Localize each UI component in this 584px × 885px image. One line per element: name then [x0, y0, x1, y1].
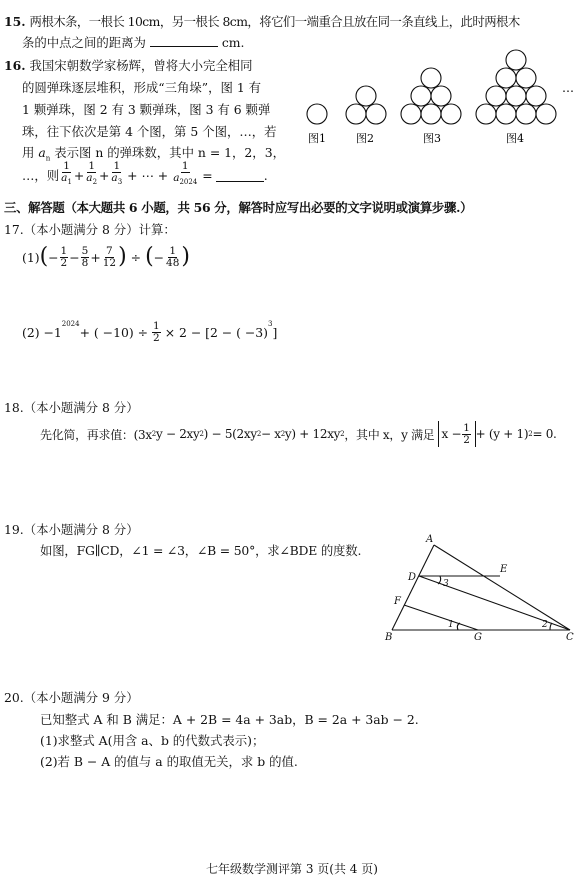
q20-header: 20.（本小题满分 9 分） — [4, 690, 139, 705]
right-paren: ) — [118, 244, 127, 269]
absolute-value — [438, 421, 476, 447]
marble — [307, 104, 327, 124]
q20-line1: 已知整式 A 和 B 满足：A + 2B = 4a + 3ab，B = 2a + 3ab − 2. — [40, 712, 419, 727]
plus-sign: + — [99, 167, 110, 183]
fraction: $\frac{1}{a_1}$ — [61, 160, 72, 187]
q16-text: 表示图 n 的弹珠数，其中 n = 1，2，3， — [54, 145, 285, 160]
point-label-C: C — [566, 632, 574, 643]
minus-sign: − — [69, 249, 80, 265]
exponent: 2 — [256, 430, 261, 438]
expr-text: ] — [272, 324, 278, 340]
q16-sub-n: n — [45, 154, 51, 163]
expr-text: − x — [260, 427, 281, 441]
segment-AB — [392, 545, 434, 630]
plus-sign: + — [73, 167, 85, 183]
q16-text-line: 珠，往下依次是第 4 个图，第 5 个图，…，若 — [22, 124, 277, 139]
left-paren: ( — [39, 244, 49, 269]
fraction: $\frac{1}{2}$ — [60, 244, 68, 269]
marble — [366, 104, 386, 124]
segment-FG — [404, 605, 478, 630]
figure-label: 图3 — [423, 132, 441, 145]
angle-label-3: 3 — [443, 579, 449, 589]
expr-text: = 0. — [532, 427, 557, 441]
fraction: $\frac{1}{a_2}$ — [86, 160, 98, 187]
q16-text-line: 的圆弹珠逐层堆积，形成“三角垛”，图 1 有 — [22, 80, 262, 95]
point-label-A: A — [426, 534, 434, 545]
minus-sign: − — [153, 249, 165, 265]
marble — [496, 104, 516, 124]
exponent: 2 — [340, 430, 345, 438]
exponent: 2 — [280, 430, 285, 438]
part-label: (1) — [22, 249, 40, 265]
q19-header: 19.（本小题满分 8 分） — [4, 522, 139, 537]
angle-arc-2 — [550, 623, 552, 630]
point-label-G: G — [474, 632, 482, 643]
q16-var-a: a — [38, 145, 46, 160]
marble — [346, 104, 366, 124]
exponent: 3 — [268, 320, 273, 328]
q16-number: 16. — [4, 58, 26, 73]
figure-label: 图1 — [308, 132, 326, 145]
q16-text-line: 1 颗弹珠，图 2 有 3 颗弹珠，图 3 有 6 颗弹 — [22, 102, 271, 117]
q19-text: 如图，FG∥CD，∠1 = ∠3，∠B = 50°，求∠BDE 的度数. — [40, 543, 362, 558]
marble — [421, 68, 441, 88]
ellipsis-plus: + ⋯ + — [127, 167, 169, 183]
q15-number: 15. — [4, 14, 26, 29]
figure-label: 图2 — [356, 132, 374, 145]
page-footer: 七年级数学测评第 3 页(共 4 页) — [206, 862, 378, 876]
segment-AC — [434, 545, 570, 630]
q18-expression — [40, 417, 557, 451]
q15-text-line1: 两根木条，一根长 10cm，另一根长 8cm，将它们一端重合且放在同一条直线上，此时两根木 — [29, 14, 520, 29]
point-label-D: D — [408, 572, 417, 583]
divide-sign: ÷ — [130, 249, 142, 265]
minus-sign: − — [48, 249, 59, 265]
figure-ellipsis: … — [562, 81, 574, 95]
marble — [506, 50, 526, 70]
figure-label: 图4 — [506, 132, 524, 145]
section-3-heading: 三、解答题（本大题共 6 小题，共 56 分，解答时应写出必要的文字说明或演算步骤.） — [4, 200, 473, 215]
expr-text: (2) −1 — [22, 324, 62, 340]
marble — [536, 104, 556, 124]
marble — [506, 86, 526, 106]
point-label-B: B — [385, 632, 393, 643]
q16-text-line: 我国宋朝数学家杨辉，曾将大小完全相同 — [29, 58, 253, 73]
marble — [526, 86, 546, 106]
marble — [486, 86, 506, 106]
exponent: 2024 — [61, 320, 80, 328]
q19-triangle-figure — [382, 532, 582, 644]
fraction: $\frac{1}{48}$ — [166, 244, 180, 269]
fraction: $\frac{1}{a_3}$ — [111, 160, 123, 187]
q15-unit: cm. — [221, 35, 245, 50]
q17-header: 17.（本小题满分 8 分）计算： — [4, 222, 176, 237]
q15-answer-blank — [150, 46, 218, 47]
q16-line6 — [22, 160, 268, 190]
q16-text: …，则 — [22, 168, 60, 183]
q16-line1 — [4, 56, 253, 74]
q16-answer-blank — [216, 168, 264, 182]
marble — [421, 104, 441, 124]
exponent: 2 — [528, 430, 533, 438]
equals-sign: = — [202, 167, 213, 183]
marble — [476, 104, 496, 124]
q17-part2 — [22, 316, 277, 348]
expr-text: 先化简，再求值：(3x — [40, 427, 152, 442]
marble — [431, 86, 451, 106]
expr-text: ) − 5(2xy — [203, 427, 257, 441]
plus-sign: + — [90, 249, 101, 265]
q18-header: 18.（本小题满分 8 分） — [4, 400, 139, 415]
point-label-F: F — [394, 596, 401, 607]
q15-line1 — [4, 12, 520, 30]
left-paren: ( — [145, 244, 154, 269]
marble — [401, 104, 421, 124]
marble — [496, 68, 516, 88]
fraction: $\frac{1}{2}$ — [153, 319, 160, 344]
point-label-E: E — [500, 564, 508, 575]
q15-line2 — [22, 33, 244, 51]
expr-text: x − — [441, 427, 462, 441]
fraction: $\frac{1}{2}$ — [463, 421, 470, 446]
marble — [516, 104, 536, 124]
expr-text: y − 2xy — [155, 427, 200, 441]
q17-part1 — [22, 240, 190, 274]
expr-text: y) + 12xy — [284, 427, 341, 441]
marble — [441, 104, 461, 124]
expr-text: × 2 − [2 − ( −3) — [164, 324, 268, 340]
expr-text: ，其中 x，y 满足 — [344, 427, 435, 442]
marble — [411, 86, 431, 106]
fraction: $\frac{1}{a_{2024}}$ — [173, 160, 198, 187]
exponent: 2 — [199, 430, 204, 438]
angle-label-2: 2 — [542, 620, 548, 630]
q16-figures — [300, 44, 580, 148]
exponent: 2 — [151, 430, 156, 438]
marble — [516, 68, 536, 88]
q20-part1: (1)求整式 A(用含 a、b 的代数式表示)； — [40, 733, 265, 748]
marble — [356, 86, 376, 106]
period: . — [263, 167, 268, 183]
fraction: $\frac{5}{8}$ — [81, 244, 89, 269]
fraction: $\frac{7}{12}$ — [102, 244, 117, 269]
expr-text: + ( −10) ÷ — [79, 324, 148, 340]
q15-text-line2: 条的中点之间的距离为 — [22, 35, 146, 50]
q16-text: 用 — [22, 145, 35, 160]
q20-part2: (2)若 B − A 的值与 a 的取值无关，求 b 的值. — [40, 754, 298, 769]
expr-text: + (y + 1) — [475, 427, 529, 441]
right-paren: ) — [181, 244, 191, 269]
angle-label-1: 1 — [448, 620, 454, 630]
